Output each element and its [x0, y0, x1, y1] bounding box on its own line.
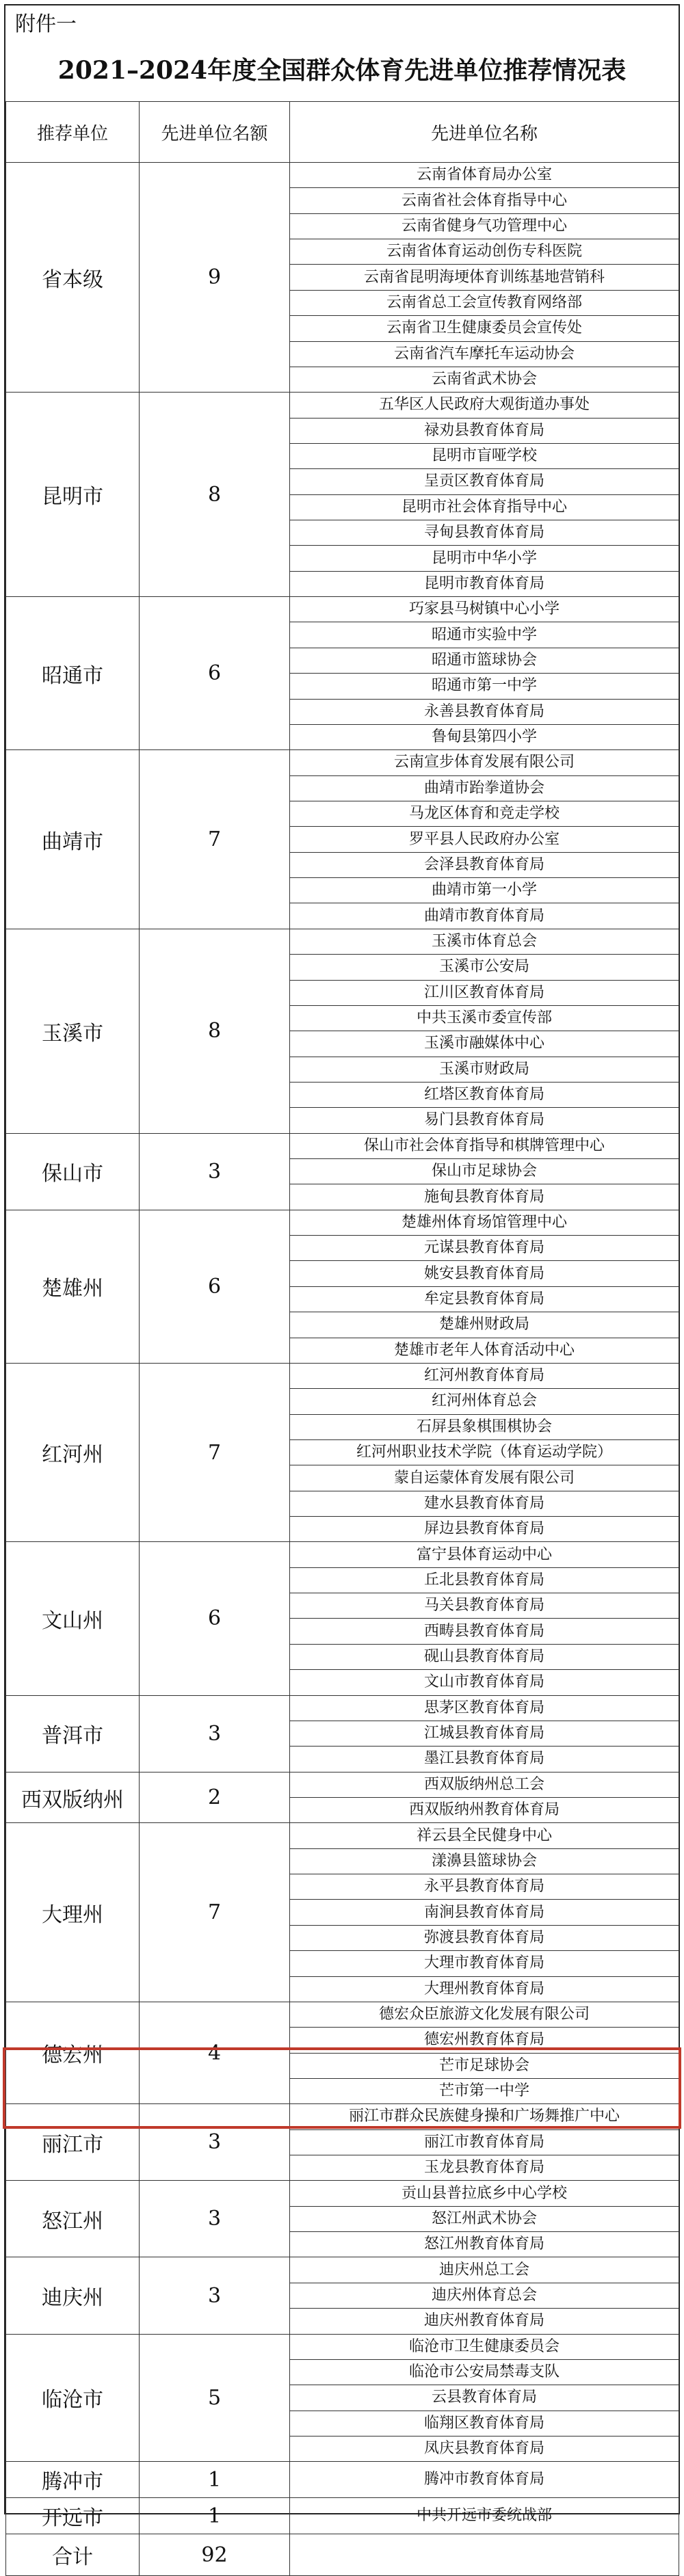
- recommending-unit-cell: 怒江州: [6, 2181, 140, 2257]
- recommending-unit-cell: 开远市: [6, 2498, 140, 2534]
- unit-name-cell: 砚山县教育体育局: [290, 1644, 679, 1669]
- document-page: [4, 4, 680, 2570]
- unit-name-cell: 怒江州武术协会: [290, 2206, 679, 2231]
- unit-name-cell: 丽江市群众民族健身操和广场舞推广中心: [290, 2104, 679, 2129]
- unit-name-cell: 西双版纳州总工会: [290, 1772, 679, 1797]
- total-count: 92: [140, 2534, 290, 2576]
- recommending-unit-cell: 红河州: [6, 1363, 140, 1542]
- unit-name-cell: 石屏县象棋围棋协会: [290, 1414, 679, 1439]
- unit-name-cell: 玉溪市公安局: [290, 955, 679, 980]
- recommendation-table: [5, 101, 679, 2576]
- table-header-row: [6, 102, 679, 163]
- unit-name-cell: 昭通市实验中学: [290, 622, 679, 648]
- quota-cell: 7: [140, 1823, 290, 2002]
- unit-name-cell: 腾冲市教育体育局: [290, 2462, 679, 2498]
- unit-name-cell: 云县教育体育局: [290, 2385, 679, 2411]
- recommending-unit-cell: 大理州: [6, 1823, 140, 2002]
- unit-name-cell: 文山市教育体育局: [290, 1670, 679, 1695]
- unit-name-cell: 永平县教育体育局: [290, 1874, 679, 1900]
- unit-name-cell: 保山市社会体育指导和棋牌管理中心: [290, 1133, 679, 1158]
- unit-name-cell: 大理市教育体育局: [290, 1951, 679, 1976]
- table-row: [6, 750, 679, 775]
- unit-name-cell: 保山市足球协会: [290, 1159, 679, 1184]
- table-row: [6, 929, 679, 954]
- attachment-label: 附件一: [15, 12, 77, 36]
- table-row: [6, 1695, 679, 1721]
- quota-cell: 8: [140, 929, 290, 1133]
- unit-name-cell: 丘北县教育体育局: [290, 1567, 679, 1593]
- quota-cell: 1: [140, 2498, 290, 2534]
- unit-name-cell: 红塔区教育体育局: [290, 1082, 679, 1107]
- unit-name-cell: 德宏州教育体育局: [290, 2028, 679, 2053]
- unit-name-cell: 易门县教育体育局: [290, 1108, 679, 1133]
- table-row: [6, 1363, 679, 1388]
- unit-name-cell: 昭通市篮球协会: [290, 648, 679, 673]
- unit-name-cell: 德宏众臣旅游文化发展有限公司: [290, 2002, 679, 2027]
- unit-name-cell: 马龙区体育和竞走学校: [290, 801, 679, 826]
- quota-cell: 6: [140, 1542, 290, 1695]
- unit-name-cell: 芒市足球协会: [290, 2053, 679, 2078]
- header-quota: 先进单位名额: [140, 102, 290, 163]
- unit-name-cell: 临沧市卫生健康委员会: [290, 2334, 679, 2359]
- unit-name-cell: 漾濞县篮球协会: [290, 1848, 679, 1874]
- unit-name-cell: 祥云县全民健身中心: [290, 1823, 679, 1848]
- quota-cell: 9: [140, 163, 290, 393]
- unit-name-cell: 楚雄市老年人体育活动中心: [290, 1338, 679, 1363]
- recommending-unit-cell: 临沧市: [6, 2334, 140, 2462]
- recommending-unit-cell: 文山州: [6, 1542, 140, 1695]
- unit-name-cell: 云南省体育运动创伤专科医院: [290, 239, 679, 265]
- unit-name-cell: 元谋县教育体育局: [290, 1236, 679, 1261]
- unit-name-cell: 云南宣步体育发展有限公司: [290, 750, 679, 775]
- table-row: [6, 2498, 679, 2534]
- unit-name-cell: 云南省总工会宣传教育网络部: [290, 290, 679, 315]
- table-row: [6, 2002, 679, 2027]
- unit-name-cell: 大理州教育体育局: [290, 1976, 679, 2002]
- table-row: [6, 2257, 679, 2283]
- quota-cell: 3: [140, 2181, 290, 2257]
- unit-name-cell: 临翔区教育体育局: [290, 2411, 679, 2436]
- table-row: [6, 1542, 679, 1567]
- unit-name-cell: 富宁县体育运动中心: [290, 1542, 679, 1567]
- unit-name-cell: 西畴县教育体育局: [290, 1619, 679, 1644]
- unit-name-cell: 玉溪市融媒体中心: [290, 1031, 679, 1057]
- table-row: [6, 2334, 679, 2359]
- unit-name-cell: 马关县教育体育局: [290, 1593, 679, 1619]
- unit-name-cell: 凤庆县教育体育局: [290, 2436, 679, 2461]
- unit-name-cell: 弥渡县教育体育局: [290, 1925, 679, 1950]
- quota-cell: 5: [140, 2334, 290, 2462]
- unit-name-cell: 会泽县教育体育局: [290, 852, 679, 877]
- unit-name-cell: 红河州体育总会: [290, 1389, 679, 1414]
- unit-name-cell: 禄劝县教育体育局: [290, 418, 679, 443]
- quota-cell: 3: [140, 1133, 290, 1210]
- recommending-unit-cell: 玉溪市: [6, 929, 140, 1133]
- quota-cell: 4: [140, 2002, 290, 2103]
- quota-cell: 6: [140, 1210, 290, 1363]
- unit-name-cell: 呈贡区教育体育局: [290, 469, 679, 494]
- recommending-unit-cell: 省本级: [6, 163, 140, 393]
- unit-name-cell: 江川区教育体育局: [290, 980, 679, 1005]
- recommending-unit-cell: 丽江市: [6, 2104, 140, 2181]
- recommending-unit-cell: 楚雄州: [6, 1210, 140, 1363]
- unit-name-cell: 云南省卫生健康委员会宣传处: [290, 316, 679, 341]
- recommending-unit-cell: 昭通市: [6, 597, 140, 750]
- unit-name-cell: 曲靖市跆拳道协会: [290, 775, 679, 801]
- recommending-unit-cell: 德宏州: [6, 2002, 140, 2103]
- unit-name-cell: 迪庆州总工会: [290, 2257, 679, 2283]
- unit-name-cell: 丽江市教育体育局: [290, 2129, 679, 2155]
- unit-name-cell: 云南省汽车摩托车运动协会: [290, 341, 679, 367]
- unit-name-cell: 中共玉溪市委宣传部: [290, 1005, 679, 1031]
- table-row: [6, 1133, 679, 1158]
- unit-name-cell: 昆明市教育体育局: [290, 571, 679, 596]
- unit-name-cell: 楚雄州财政局: [290, 1312, 679, 1338]
- unit-name-cell: 红河州教育体育局: [290, 1363, 679, 1388]
- unit-name-cell: 曲靖市第一小学: [290, 878, 679, 903]
- unit-name-cell: 西双版纳州教育体育局: [290, 1798, 679, 1823]
- unit-name-cell: 五华区人民政府大观街道办事处: [290, 393, 679, 418]
- unit-name-cell: 玉溪市财政局: [290, 1057, 679, 1082]
- table-row: [6, 597, 679, 622]
- unit-name-cell: 施甸县教育体育局: [290, 1184, 679, 1210]
- table-row: [6, 393, 679, 418]
- unit-name-cell: 云南省社会体育指导中心: [290, 188, 679, 213]
- quota-cell: 7: [140, 750, 290, 929]
- table-row: [6, 1772, 679, 1797]
- unit-name-cell: 屏边县教育体育局: [290, 1517, 679, 1542]
- unit-name-cell: 永善县教育体育局: [290, 699, 679, 724]
- unit-name-cell: 南涧县教育体育局: [290, 1900, 679, 1925]
- quota-cell: 7: [140, 1363, 290, 1542]
- unit-name-cell: 迪庆州体育总会: [290, 2283, 679, 2308]
- recommending-unit-cell: 腾冲市: [6, 2462, 140, 2498]
- unit-name-cell: 云南省昆明海埂体育训练基地营销科: [290, 265, 679, 290]
- unit-name-cell: 牟定县教育体育局: [290, 1286, 679, 1312]
- unit-name-cell: 罗平县人民政府办公室: [290, 827, 679, 852]
- header-unit-name: 先进单位名称: [290, 102, 679, 163]
- recommending-unit-cell: 保山市: [6, 1133, 140, 1210]
- recommending-unit-cell: 曲靖市: [6, 750, 140, 929]
- table-row: [6, 2104, 679, 2129]
- header-recommending-unit: 推荐单位: [6, 102, 140, 163]
- table-row: [6, 163, 679, 188]
- quota-cell: 6: [140, 597, 290, 750]
- quota-cell: 3: [140, 2257, 290, 2334]
- recommending-unit-cell: 迪庆州: [6, 2257, 140, 2334]
- table-row: [6, 2462, 679, 2498]
- quota-cell: 2: [140, 1772, 290, 1823]
- unit-name-cell: 昆明市中华小学: [290, 546, 679, 571]
- total-row: [6, 2534, 679, 2576]
- document-title: 2021–2024年度全国群众体育先进单位推荐情况表: [57, 56, 627, 85]
- unit-name-cell: 墨江县教育体育局: [290, 1747, 679, 1772]
- recommending-unit-cell: 普洱市: [6, 1695, 140, 1772]
- unit-name-cell: 姚安县教育体育局: [290, 1261, 679, 1286]
- recommending-unit-cell: 西双版纳州: [6, 1772, 140, 1823]
- unit-name-cell: 江城县教育体育局: [290, 1721, 679, 1746]
- unit-name-cell: 临沧市公安局禁毒支队: [290, 2359, 679, 2385]
- quota-cell: 8: [140, 393, 290, 597]
- unit-name-cell: 芒市第一中学: [290, 2078, 679, 2103]
- unit-name-cell: 昭通市第一中学: [290, 674, 679, 699]
- unit-name-cell: 怒江州教育体育局: [290, 2232, 679, 2257]
- unit-name-cell: 红河州职业技术学院（体育运动学院）: [290, 1439, 679, 1465]
- unit-name-cell: 蒙自运蒙体育发展有限公司: [290, 1465, 679, 1491]
- table-row: [6, 2181, 679, 2206]
- unit-name-cell: 昆明市盲哑学校: [290, 443, 679, 468]
- quota-cell: 3: [140, 1695, 290, 1772]
- unit-name-cell: 昆明市社会体育指导中心: [290, 494, 679, 520]
- table-row: [6, 1210, 679, 1235]
- unit-name-cell: 曲靖市教育体育局: [290, 903, 679, 929]
- total-empty-cell: [290, 2534, 679, 2576]
- unit-name-cell: 云南省体育局办公室: [290, 163, 679, 188]
- unit-name-cell: 玉溪市体育总会: [290, 929, 679, 954]
- unit-name-cell: 楚雄州体育场馆管理中心: [290, 1210, 679, 1235]
- unit-name-cell: 迪庆州教育体育局: [290, 2309, 679, 2334]
- unit-name-cell: 巧家县马树镇中心小学: [290, 597, 679, 622]
- quota-cell: 1: [140, 2462, 290, 2498]
- table-row: [6, 1823, 679, 1848]
- unit-name-cell: 思茅区教育体育局: [290, 1695, 679, 1721]
- total-label: 合计: [6, 2534, 140, 2576]
- unit-name-cell: 玉龙县教育体育局: [290, 2155, 679, 2181]
- unit-name-cell: 云南省健身气功管理中心: [290, 213, 679, 239]
- recommending-unit-cell: 昆明市: [6, 393, 140, 597]
- quota-cell: 3: [140, 2104, 290, 2181]
- unit-name-cell: 建水县教育体育局: [290, 1491, 679, 1516]
- unit-name-cell: 云南省武术协会: [290, 367, 679, 392]
- unit-name-cell: 寻甸县教育体育局: [290, 520, 679, 546]
- unit-name-cell: 贡山县普拉底乡中心学校: [290, 2181, 679, 2206]
- unit-name-cell: 鲁甸县第四小学: [290, 724, 679, 749]
- unit-name-cell: 中共开远市委统战部: [290, 2498, 679, 2534]
